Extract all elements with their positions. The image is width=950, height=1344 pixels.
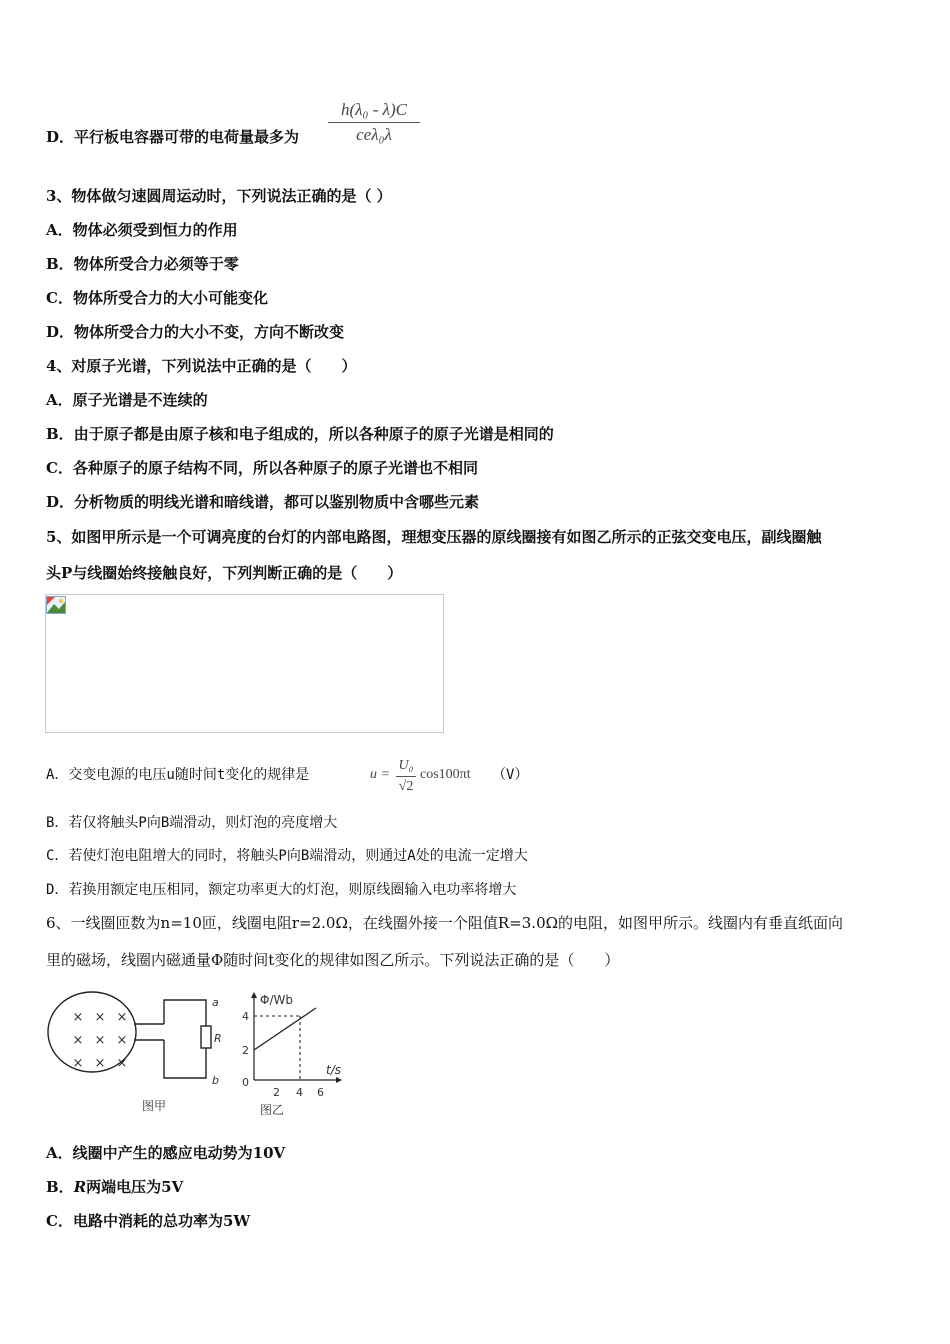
q2-formula: [328, 100, 420, 145]
option-label: C．: [46, 289, 73, 307]
q4-option-a: [46, 389, 208, 411]
terminal-a-label: a: [212, 996, 219, 1009]
q3-option-a: [46, 219, 238, 241]
q5-option-a-unit: （V）: [492, 767, 529, 783]
q5-stem-line1: 5、如图甲所示是一个可调亮度的台灯的内部电路图，理想变压器的原线圈接有如图乙所示的正弦交变电压，副线圈触: [46, 528, 822, 546]
figure-b-caption: 图乙: [260, 1103, 285, 1117]
q5-formula-denominator: √2: [398, 779, 414, 794]
q5-option-a-text: A．交变电源的电压u随时间t变化的规律是: [46, 767, 310, 783]
option-text: 由于原子都是由原子核和电子组成的，所以各种原子的原子光谱是相同的: [73, 425, 554, 443]
q6-stem-line1: 6、一线圈匝数为n=10匝，线圈电阻r=2.0Ω，在线圈外接一个阻值R=3.0Ω的电阻，如图甲所示。线圈内有垂直纸面向: [46, 914, 844, 932]
q5-formula-left: u =: [370, 767, 390, 782]
q6-option-a: [46, 1142, 285, 1164]
q6-option-b: [46, 1176, 183, 1198]
option-text: 线圈中产生的感应电动势为10V: [72, 1144, 286, 1162]
q2-formula-denominator: ceλ₀λ: [356, 125, 392, 144]
option-text: 物体必须受到恒力的作用: [72, 221, 238, 239]
option-label: A．: [46, 1144, 73, 1162]
resistor-R: [201, 1026, 211, 1048]
q6-figure: [46, 988, 356, 1120]
field-cross: ×: [72, 1056, 84, 1071]
option-label: C．: [46, 1212, 73, 1230]
y-axis-label: Φ/Wb: [260, 993, 293, 1007]
option-math-symbol: R: [73, 1178, 87, 1196]
q5-option-d: D．若换用额定电压相同，额定功率更大的灯泡，则原线圈输入电功率将增大: [46, 882, 517, 898]
q5-image-placeholder: [45, 594, 444, 733]
figure-b-graph: [242, 992, 342, 1117]
field-cross: ×: [72, 1010, 84, 1025]
q3-option-b: [46, 253, 239, 275]
option-text: 物体所受合力必须等于零: [73, 255, 239, 273]
y-tick-4: 4: [242, 1010, 249, 1023]
q4-option-c: [46, 457, 478, 479]
x-tick-2: 2: [273, 1086, 280, 1099]
field-cross: ×: [94, 1056, 106, 1071]
q2-option-d-label: D．: [46, 128, 75, 146]
x-tick-6: 6: [317, 1086, 324, 1099]
option-label: A．: [46, 221, 73, 239]
q4-option-b: [46, 423, 554, 445]
q5-option-c: C．若使灯泡电阻增大的同时，将触头P向B端滑动，则通过A处的电流一定增大: [46, 848, 528, 864]
q3-option-c: [46, 287, 268, 309]
q5-option-a: [46, 764, 309, 786]
q6-stem-line2: 里的磁场，线圈内磁通量Φ随时间t变化的规律如图乙所示。下列说法正确的是（ ）: [46, 951, 620, 969]
fraction-bar: [396, 776, 416, 777]
option-label: B．: [46, 255, 74, 273]
y-tick-0: 0: [242, 1076, 249, 1089]
field-cross: ×: [116, 1056, 128, 1071]
broken-image-icon: [46, 596, 66, 614]
option-label: B．: [46, 425, 74, 443]
q3-stem: 3、物体做匀速圆周运动时，下列说法正确的是（ ）: [46, 187, 392, 205]
option-label: C．: [46, 459, 73, 477]
option-text: 电路中消耗的总功率为5W: [72, 1212, 251, 1230]
field-cross: ×: [94, 1033, 106, 1048]
option-text: 各种原子的原子结构不同，所以各种原子的原子光谱也不相同: [72, 459, 478, 477]
q2-formula-numerator: h(λ₀ - λ)C: [341, 100, 407, 119]
option-text: 分析物质的明线光谱和暗线谱，都可以鉴别物质中含哪些元素: [74, 493, 480, 511]
terminal-b-label: b: [212, 1074, 219, 1087]
q2-option-d: [46, 126, 299, 148]
q5-formula-right: cos100πt: [420, 767, 471, 782]
option-label: B．: [46, 1178, 74, 1196]
resistor-label: R: [214, 1032, 222, 1045]
x-axis-label: t/s: [326, 1063, 341, 1077]
option-label: D．: [46, 323, 75, 341]
field-cross: ×: [94, 1010, 106, 1025]
q3-option-d: [46, 321, 344, 343]
flux-line: [254, 1008, 316, 1050]
x-tick-4: 4: [296, 1086, 303, 1099]
field-cross: ×: [116, 1033, 128, 1048]
figure-a-caption: 图甲: [142, 1099, 167, 1113]
option-text: 物体所受合力的大小不变，方向不断改变: [74, 323, 345, 341]
q4-option-d: [46, 491, 479, 513]
option-text: 原子光谱是不连续的: [72, 391, 208, 409]
q5-stem-line2: 头P与线圈始终接触良好，下列判断正确的是（ ）: [46, 564, 403, 582]
q5-formula-numerator: U₀: [398, 758, 414, 773]
field-cross: ×: [72, 1033, 84, 1048]
q2-option-d-text: 平行板电容器可带的电荷量最多为: [74, 128, 300, 146]
q6-option-c: [46, 1210, 250, 1232]
field-cross: ×: [116, 1010, 128, 1025]
q4-stem: 4、对原子光谱，下列说法中正确的是（ ）: [46, 357, 357, 375]
option-label: A．: [46, 391, 73, 409]
figure-a-coil: [48, 992, 222, 1113]
option-text: 物体所受合力的大小可能变化: [72, 289, 268, 307]
q5-option-b: B．若仅将触头P向B端滑动，则灯泡的亮度增大: [46, 815, 338, 831]
option-label: D．: [46, 493, 75, 511]
option-text: 两端电压为5V: [86, 1178, 184, 1196]
y-tick-2: 2: [242, 1044, 249, 1057]
fraction-bar: [328, 122, 420, 123]
